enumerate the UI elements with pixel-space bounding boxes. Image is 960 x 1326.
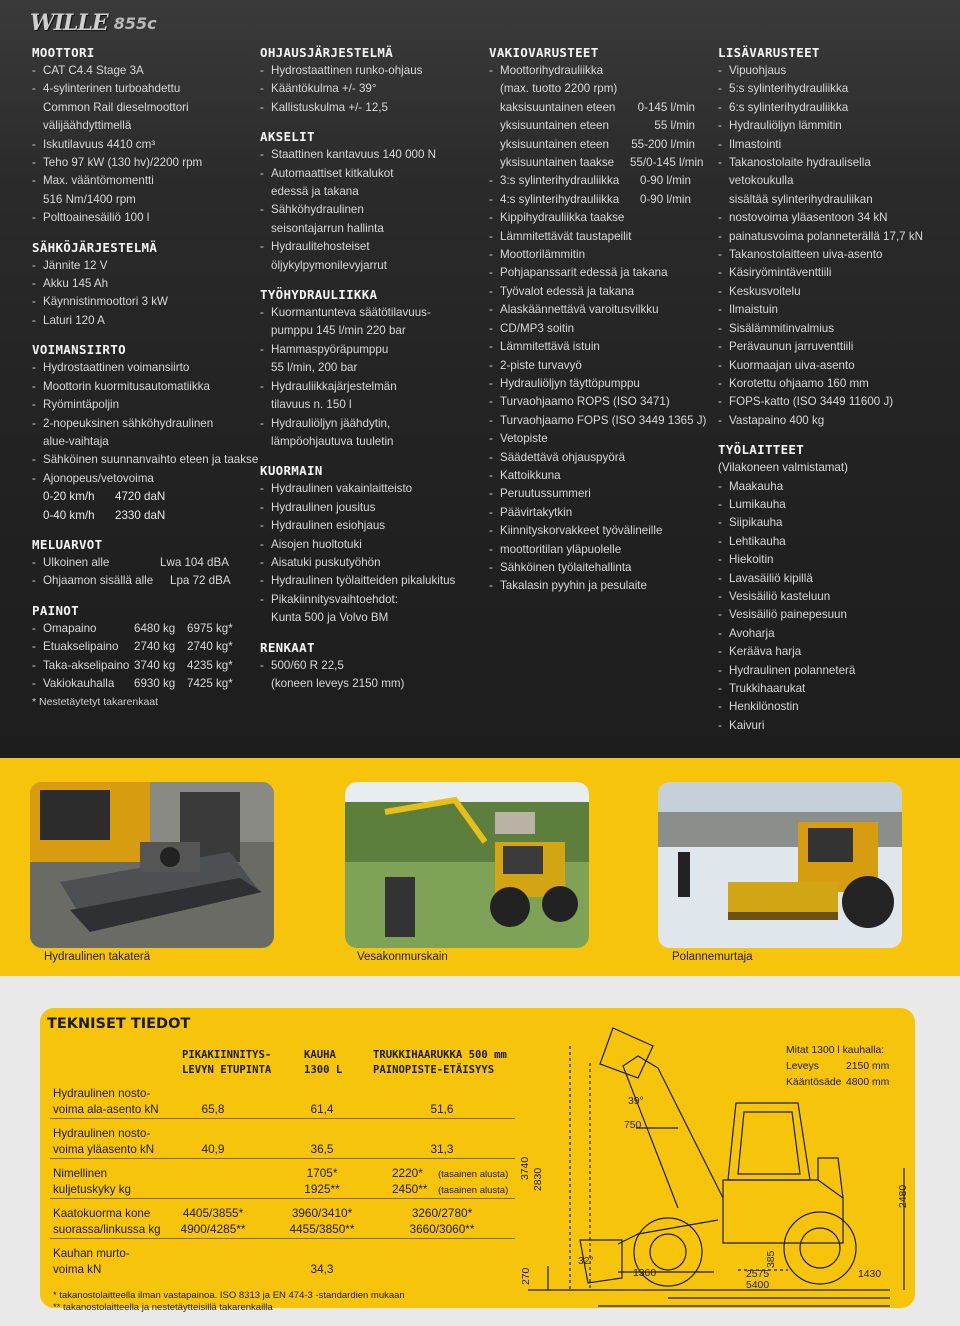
value-bucket: 36,5: [310, 1141, 334, 1156]
spec-list-item: 516 Nm/1400 rpm: [43, 192, 136, 206]
section-title-vakiovarusteet: VAKIOVARUSTEET: [489, 45, 599, 60]
spec-list-item: - Käynnistinmoottori 3 kW: [32, 293, 247, 311]
tyolaitteet-list: [718, 478, 953, 736]
diagram-note-row: [786, 1061, 889, 1072]
spec-list-item: 55 l/min, 200 bar: [271, 361, 358, 375]
weight-label: - Omapaino: [43, 621, 97, 635]
renkaat-list: [260, 657, 475, 694]
row-divider: [50, 1238, 515, 1239]
spec-list-item: - Hydraulinen esiohjaus: [260, 517, 475, 535]
flow-row: [489, 136, 704, 154]
photo-brush-cutter: [345, 782, 589, 948]
spec-list-item: - Ryömintäpoljin: [32, 396, 247, 414]
spec-list-item: - Aisatuki puskutyöhön: [260, 554, 475, 572]
spec-list-item: - Kääntökulma +/- 39°: [260, 80, 475, 98]
photo-caption: Vesakonmurskain: [357, 951, 448, 963]
photo-rear-blade: [30, 782, 274, 948]
vakio-intro: [489, 62, 704, 99]
weights-table: [32, 620, 247, 694]
value-forks: 2450**: [392, 1181, 428, 1196]
technical-data-title: TEKNISET TIEDOT: [47, 1016, 191, 1032]
spec-list-item: - Takalasin pyyhin ja pesulaite: [489, 577, 704, 595]
spec-list-item: - Laturi 120 A: [32, 312, 247, 330]
sahko-list: [32, 257, 247, 331]
technical-data-section: [0, 976, 960, 1326]
weight-row: [32, 675, 247, 693]
spec-list-item: - FOPS-katto (ISO 3449 11600 J): [718, 393, 953, 411]
spec-list-item: - Alaskäännettävä varoitusvilkku: [489, 301, 704, 319]
section-title-moottori: MOOTTORI: [32, 45, 95, 60]
cylinder-row: [489, 191, 704, 209]
lisa-list: [718, 62, 953, 430]
diagram-note-value: 4800 mm: [846, 1077, 890, 1088]
spec-list-item: - Kuormantunteva säätötilavuus-: [260, 304, 475, 322]
section-title-painot: PAINOT: [32, 602, 79, 618]
spec-list-item: - Hydrauliikkajärjestelmän: [260, 378, 475, 396]
cylinder-row: [489, 172, 704, 190]
spec-list-item: - Sähköinen suunnanvaihto eteen ja taakse: [32, 451, 247, 469]
value-note: (tasainen alusta): [438, 1169, 509, 1180]
flow-row: [489, 154, 704, 172]
photo-strip: [0, 758, 960, 976]
photo-caption: Hydraulinen takaterä: [44, 951, 151, 963]
spec-list-item: - Vipuohjaus: [718, 62, 953, 80]
noise-row: [32, 572, 247, 590]
spec-list-item: - 6:s sylinterihydrauliikka: [718, 99, 953, 117]
weight-row: [32, 638, 247, 656]
spec-list-item: öljykylpymonilevyjarrut: [271, 258, 387, 272]
cylinder-value: 0-90 l/min: [640, 192, 691, 206]
diagram-note-value: 2150 mm: [846, 1061, 890, 1072]
dimension-label: 385: [766, 1250, 777, 1268]
column-4: [718, 44, 953, 735]
spec-list-item: - Pikakiinnitysvaihtoehdot:: [260, 591, 475, 609]
logo-brand: WILLE: [30, 10, 108, 36]
spec-list-item: - Vesisäiliö painepesuun: [718, 606, 953, 624]
spec-list-item: - Maakauha: [718, 478, 953, 496]
spec-list-item: - Keskusvoitelu: [718, 283, 953, 301]
spec-list-item: tilavuus n. 150 l: [271, 398, 352, 412]
value-quick-coupler: 4405/3855* 4900/4285**: [180, 1206, 246, 1236]
tyohydrauliikka-list: [260, 304, 475, 451]
section-title-voimansiirto: VOIMANSIIRTO: [32, 342, 126, 358]
spec-list-item: - Hydrauliöljyn jäähdytin,: [260, 415, 475, 433]
spec-list-item: - Hydraulinen polanneterä: [718, 662, 953, 680]
cylinder-label: - 4:s sylinterihydrauliikka: [500, 192, 620, 206]
spec-list-item: välijäähdyttimellä: [43, 119, 132, 133]
dimension-label: 3740: [520, 1156, 531, 1180]
spec-list-item: - Työvalot edessä ja takana: [489, 283, 704, 301]
value-bucket: 3960/3410* 4455/3850**: [289, 1206, 355, 1236]
spec-list-item: - Moottorilämmitin: [489, 246, 704, 264]
speed-row: [32, 488, 247, 506]
flow-label: yksisuuntainen eteen: [500, 119, 609, 133]
flow-value: 0-145 l/min: [637, 100, 695, 114]
weight-value-filled: 4235 kg*: [187, 658, 233, 672]
dimension-label: 39°: [628, 1096, 644, 1107]
row-divider: [50, 1118, 515, 1119]
spec-list-item: - Hydrauliöljyn täyttöpumppu: [489, 375, 704, 393]
spec-list-item: - Lumikauha: [718, 496, 953, 514]
akselit-list: [260, 146, 475, 275]
spec-list-item: pumppu 145 l/min 220 bar: [271, 324, 406, 338]
spec-list-item: - Hiekoitin: [718, 551, 953, 569]
spec-list-item: - Takanostolaite hydraulisella: [718, 154, 953, 172]
spec-list-item: - Hydrauliöljyn lämmitin: [718, 117, 953, 135]
dimension-label: 750: [624, 1120, 642, 1131]
column-header: TRUKKIHAARUKKA 500 mm PAINOPISTE-ETÄISYYS: [373, 1049, 507, 1076]
spec-list-item: - CAT C4.4 Stage 3A: [32, 62, 247, 80]
column-header: PIKAKIINNITYS- LEVYN ETUPINTA: [182, 1049, 272, 1076]
spec-list-item: (koneen leveys 2150 mm): [271, 676, 405, 690]
spec-list-item: - Lämmitettävä istuin: [489, 338, 704, 356]
spec-list-item: - Henkilönostin: [718, 698, 953, 716]
weight-value: 2740 kg: [134, 640, 176, 654]
spec-list-item: - Turvaohjaamo FOPS (ISO 3449 1365 J): [489, 412, 704, 430]
vakio-list: [489, 209, 707, 596]
spec-list-item: - Sähköhydraulinen: [260, 201, 475, 219]
section-title-akselit: AKSELIT: [260, 129, 315, 145]
spec-list-item: - Staattinen kantavuus 140 000 N: [260, 146, 475, 164]
spec-list-item: - Moottorin kuormitusautomatiikka: [32, 378, 247, 396]
speed-row: [32, 507, 247, 525]
row-label: Kauhan murto- voima kN: [53, 1247, 130, 1276]
spec-list-item: - Max. vääntömomentti: [32, 172, 247, 190]
value-forks: 3260/2780* 3660/3060**: [409, 1206, 475, 1236]
footnote: * takanostolaitteella ilman vastapainoa. ISO 8313 ja EN 474-3 -standardien mukaan: [53, 1290, 405, 1301]
spec-list-item: - Turvaohjaamo ROPS (ISO 3471): [489, 393, 704, 411]
dimension-label: 2830: [533, 1167, 544, 1191]
dimension-label: 1430: [858, 1269, 882, 1280]
weight-row: [32, 657, 247, 675]
speed-value: 0-40 km/h: [43, 508, 95, 522]
noise-label: - Ohjaamon sisällä alle: [43, 574, 154, 588]
section-title-tyohydrauliikka: TYÖHYDRAULIIKKA: [260, 287, 378, 303]
spec-list-item: (max. tuotto 2200 rpm): [500, 82, 618, 96]
footnote: ** takanostolaitteella ja nestetäytteisillä takarenkailla: [53, 1302, 273, 1313]
weights-note: * Nestetäytetyt takarenkaat: [32, 696, 159, 709]
row-divider: [50, 1198, 515, 1199]
wille-logo: [30, 8, 157, 38]
spec-list-item: sisältää sylinterihydrauliikan: [729, 192, 873, 206]
spec-list-item: - Takanostolaitteen uiva-asento: [718, 246, 953, 264]
spec-list-item: - Hydrostaattinen voimansiirto: [32, 359, 247, 377]
spec-list-item: - Hydraulitehosteiset: [260, 238, 475, 256]
spec-list-item: - Päävirtakytkin: [489, 504, 704, 522]
spec-list-item: - Kattoikkuna: [489, 467, 704, 485]
spec-list-item: - Ajonopeus/vetovoima: [32, 470, 247, 488]
weight-value-filled: 2740 kg*: [187, 640, 233, 654]
spec-list-item: - Ilmaistuin: [718, 301, 953, 319]
weight-label: - Taka-akselipaino: [43, 658, 130, 672]
weight-value-filled: 7425 kg*: [187, 676, 233, 690]
row-divider: [50, 1158, 515, 1159]
spec-list-item: seisontajarrun hallinta: [271, 221, 384, 235]
dimension-label: 32°: [578, 1256, 594, 1267]
column-1: [32, 44, 259, 712]
spec-list-item: - CD/MP3 soitin: [489, 320, 704, 338]
spec-list-item: Kunta 500 ja Volvo BM: [271, 611, 389, 625]
spec-list-item: vetokoukulla: [729, 174, 794, 188]
spec-list-item: - Säädettävä ohjauspyörä: [489, 449, 704, 467]
noise-value: Lwa 104 dBA: [160, 555, 229, 569]
section-title-ohjaus: OHJAUSJÄRJESTELMÄ: [260, 45, 394, 60]
spec-list-item: - Hammaspyöräpumppu: [260, 341, 475, 359]
spec-list-item: - Akku 145 Ah: [32, 275, 247, 293]
diagram-note-label: Kääntösäde: [786, 1077, 842, 1088]
value-quick-coupler: 40,9: [201, 1141, 225, 1156]
spec-list-item: edessä ja takana: [271, 185, 359, 199]
spec-list-item: - painatusvoima polanneterällä 17,7 kN: [718, 228, 953, 246]
section-title-sahko: SÄHKÖJÄRJESTELMÄ: [32, 239, 158, 255]
value-bucket: 61,4: [310, 1101, 334, 1116]
value-bucket: 34,3: [310, 1261, 334, 1276]
vakio-flow-table: [489, 99, 704, 173]
spec-list-item: - Pohjapanssarit edessä ja takana: [489, 264, 704, 282]
spec-list-item: - Kallistuskulma +/- 12,5: [260, 99, 475, 117]
spec-list-item: - Käsiryömintäventtiili: [718, 264, 953, 282]
spec-list-item: - Kaivuri: [718, 717, 953, 735]
spec-list-item: - Vetopiste: [489, 430, 704, 448]
spec-list-item: - Aisojen huoltotuki: [260, 536, 475, 554]
voimansiirto-list: [32, 359, 259, 488]
dimension-label: 5400: [746, 1280, 770, 1291]
row-label: Hydraulinen nosto- voima yläasento kN: [53, 1127, 155, 1156]
speed-value: 0-20 km/h: [43, 490, 95, 504]
flow-label: yksisuuntainen taakse: [500, 156, 615, 170]
noise-row: [32, 554, 247, 572]
column-3: [489, 44, 707, 596]
spec-list-item: - moottoritilan yläpuolelle: [489, 541, 704, 559]
spec-list-item: - Automaattiset kitkalukot: [260, 165, 475, 183]
spec-list-item: - Kippihydrauliikka taakse: [489, 209, 704, 227]
spec-list-item: - Kiinnityskorvakkeet työvälineille: [489, 522, 704, 540]
row-label: Hydraulinen nosto- voima ala-asento kN: [53, 1087, 159, 1116]
spec-list-item: - Sisälämmitinvalmius: [718, 320, 953, 338]
flow-row: [489, 117, 704, 135]
noise-label: - Ulkoinen alle: [43, 555, 110, 569]
spec-list-item: - Vesisäiliö kasteluun: [718, 588, 953, 606]
dimension-label: 2575: [746, 1269, 770, 1280]
spec-list-item: - Avoharja: [718, 625, 953, 643]
section-title-meluarvot: MELUARVOT: [32, 536, 103, 552]
section-title-lisavarusteet: LISÄVARUSTEET: [718, 45, 820, 60]
weight-value: 6930 kg: [134, 676, 176, 690]
logo-model: 855c: [113, 13, 157, 33]
dimension-label: 270: [521, 1267, 532, 1285]
moottori-list: [32, 62, 247, 228]
spec-list-item: - Hydraulinen jousitus: [260, 499, 475, 517]
spec-list-item: lämpöohjautuva tuuletin: [271, 434, 394, 448]
ohjaus-list: [260, 62, 475, 117]
value-quick-coupler: 65,8: [201, 1101, 225, 1116]
cylinder-label: - 3:s sylinterihydrauliikka: [500, 174, 620, 188]
weight-value: 3740 kg: [134, 658, 176, 672]
spec-list-item: - Lehtikauha: [718, 533, 953, 551]
value-bucket: 1705* 1925**: [304, 1166, 340, 1196]
value-forks: 2220*: [392, 1166, 423, 1180]
spec-list-item: - Perävaunun jarruventtiili: [718, 338, 953, 356]
spec-list-item: - Kuormaajan uiva-asento: [718, 357, 953, 375]
flow-label: kaksisuuntainen eteen: [500, 100, 616, 114]
column-2: [260, 44, 475, 693]
dimension-label: 2480: [898, 1184, 909, 1208]
weight-label: - Etuakselipaino: [43, 640, 119, 654]
kuormain-list: [260, 480, 475, 627]
flow-row: [489, 99, 704, 117]
spec-list-item: - Teho 97 kW (130 hv)/2200 rpm: [32, 154, 247, 172]
force-value: 2330 daN: [115, 508, 166, 522]
spec-list-item: - Hydraulinen työlaitteiden pikalukitus: [260, 572, 475, 590]
row-label: Nimellinen kuljetuskyky kg: [53, 1167, 131, 1196]
spec-list-item: - Sähköinen työlaitehallinta: [489, 559, 704, 577]
spec-list-item: - Korotettu ohjaamo 160 mm: [718, 375, 953, 393]
force-value: 4720 daN: [115, 490, 166, 504]
spec-list-item: - 5:s sylinterihydrauliikka: [718, 80, 953, 98]
spec-list-item: - Hydrostaattinen runko-ohjaus: [260, 62, 475, 80]
flow-value: 55-200 l/min: [631, 137, 695, 151]
spec-list-item: - Kerääva harja: [718, 643, 953, 661]
column-header: KAUHA 1300 L: [304, 1049, 343, 1076]
spec-list-item: - 500/60 R 22,5: [260, 657, 475, 675]
spec-list-item: - 2-nopeuksinen sähköhydraulinen: [32, 415, 247, 433]
diagram-note-label: Leveys: [786, 1061, 819, 1072]
section-title-kuormain: KUORMAIN: [260, 463, 323, 479]
weight-value: 6480 kg: [134, 621, 176, 635]
tyolaitteet-subtitle: (Vilakoneen valmistamat): [718, 461, 848, 475]
spec-list-item: alue-vaihtaja: [43, 434, 109, 448]
section-title-renkaat: RENKAAT: [260, 639, 315, 655]
section-title-tyolaitteet: TYÖLAITTEET: [718, 442, 805, 458]
spec-list-item: - Trukkihaarukat: [718, 680, 953, 698]
noise-value: Lpa 72 dBA: [170, 574, 231, 588]
spec-list-item: - Lämmitettävät taustapeilit: [489, 228, 704, 246]
spec-list-item: Common Rail dieselmoottori: [43, 100, 189, 114]
spec-list-item: - Polttoainesäiliö 100 l: [32, 209, 247, 227]
spec-list-item: - 4-sylinterinen turboahdettu: [32, 80, 247, 98]
spec-list-item: - Lavasäiliö kipillä: [718, 570, 953, 588]
spec-list-item: - Ilmastointi: [718, 136, 953, 154]
flow-label: yksisuuntainen eteen: [500, 137, 609, 151]
spec-list-item: - Siipikauha: [718, 514, 953, 532]
diagram-note-title: Mitat 1300 l kauhalla:: [786, 1045, 885, 1056]
spec-list-item: - Moottorihydrauliikka: [489, 62, 704, 80]
spec-list-item: - Jännite 12 V: [32, 257, 247, 275]
vakio-cylinder-table: [489, 172, 704, 209]
photo-ice-breaker: [658, 782, 902, 948]
spec-list-item: - Iskutilavuus 4410 cm³: [32, 136, 247, 154]
spec-list-item: - 2-piste turvavyö: [489, 357, 704, 375]
spec-list-item: - Hydraulinen vakainlaitteisto: [260, 480, 475, 498]
value-note: (tasainen alusta): [438, 1184, 509, 1196]
weight-value-filled: 6975 kg*: [187, 621, 233, 635]
value-forks: 51,6: [430, 1101, 454, 1116]
spec-list-item: - Peruutussummeri: [489, 485, 704, 503]
technical-data-panel: [40, 1008, 915, 1313]
value-forks: 31,3: [430, 1141, 454, 1156]
weight-label: - Vakiokauhalla: [43, 676, 115, 690]
row-label: Kaatokuorma kone suorassa/linkussa kg: [53, 1207, 161, 1236]
flow-value: 55 l/min: [654, 119, 695, 133]
spec-list-item: - nostovoima yläasentoon 34 kN: [718, 209, 953, 227]
spec-list-item: - Vastapaino 400 kg: [718, 412, 953, 430]
photo-caption: Polannemurtaja: [672, 951, 753, 963]
diagram-note-row: [786, 1077, 889, 1088]
cylinder-value: 0-90 l/min: [640, 174, 691, 188]
dimension-label: 1360: [633, 1268, 657, 1279]
weight-row: [32, 620, 247, 638]
flow-value: 55/0-145 l/min: [630, 156, 704, 170]
